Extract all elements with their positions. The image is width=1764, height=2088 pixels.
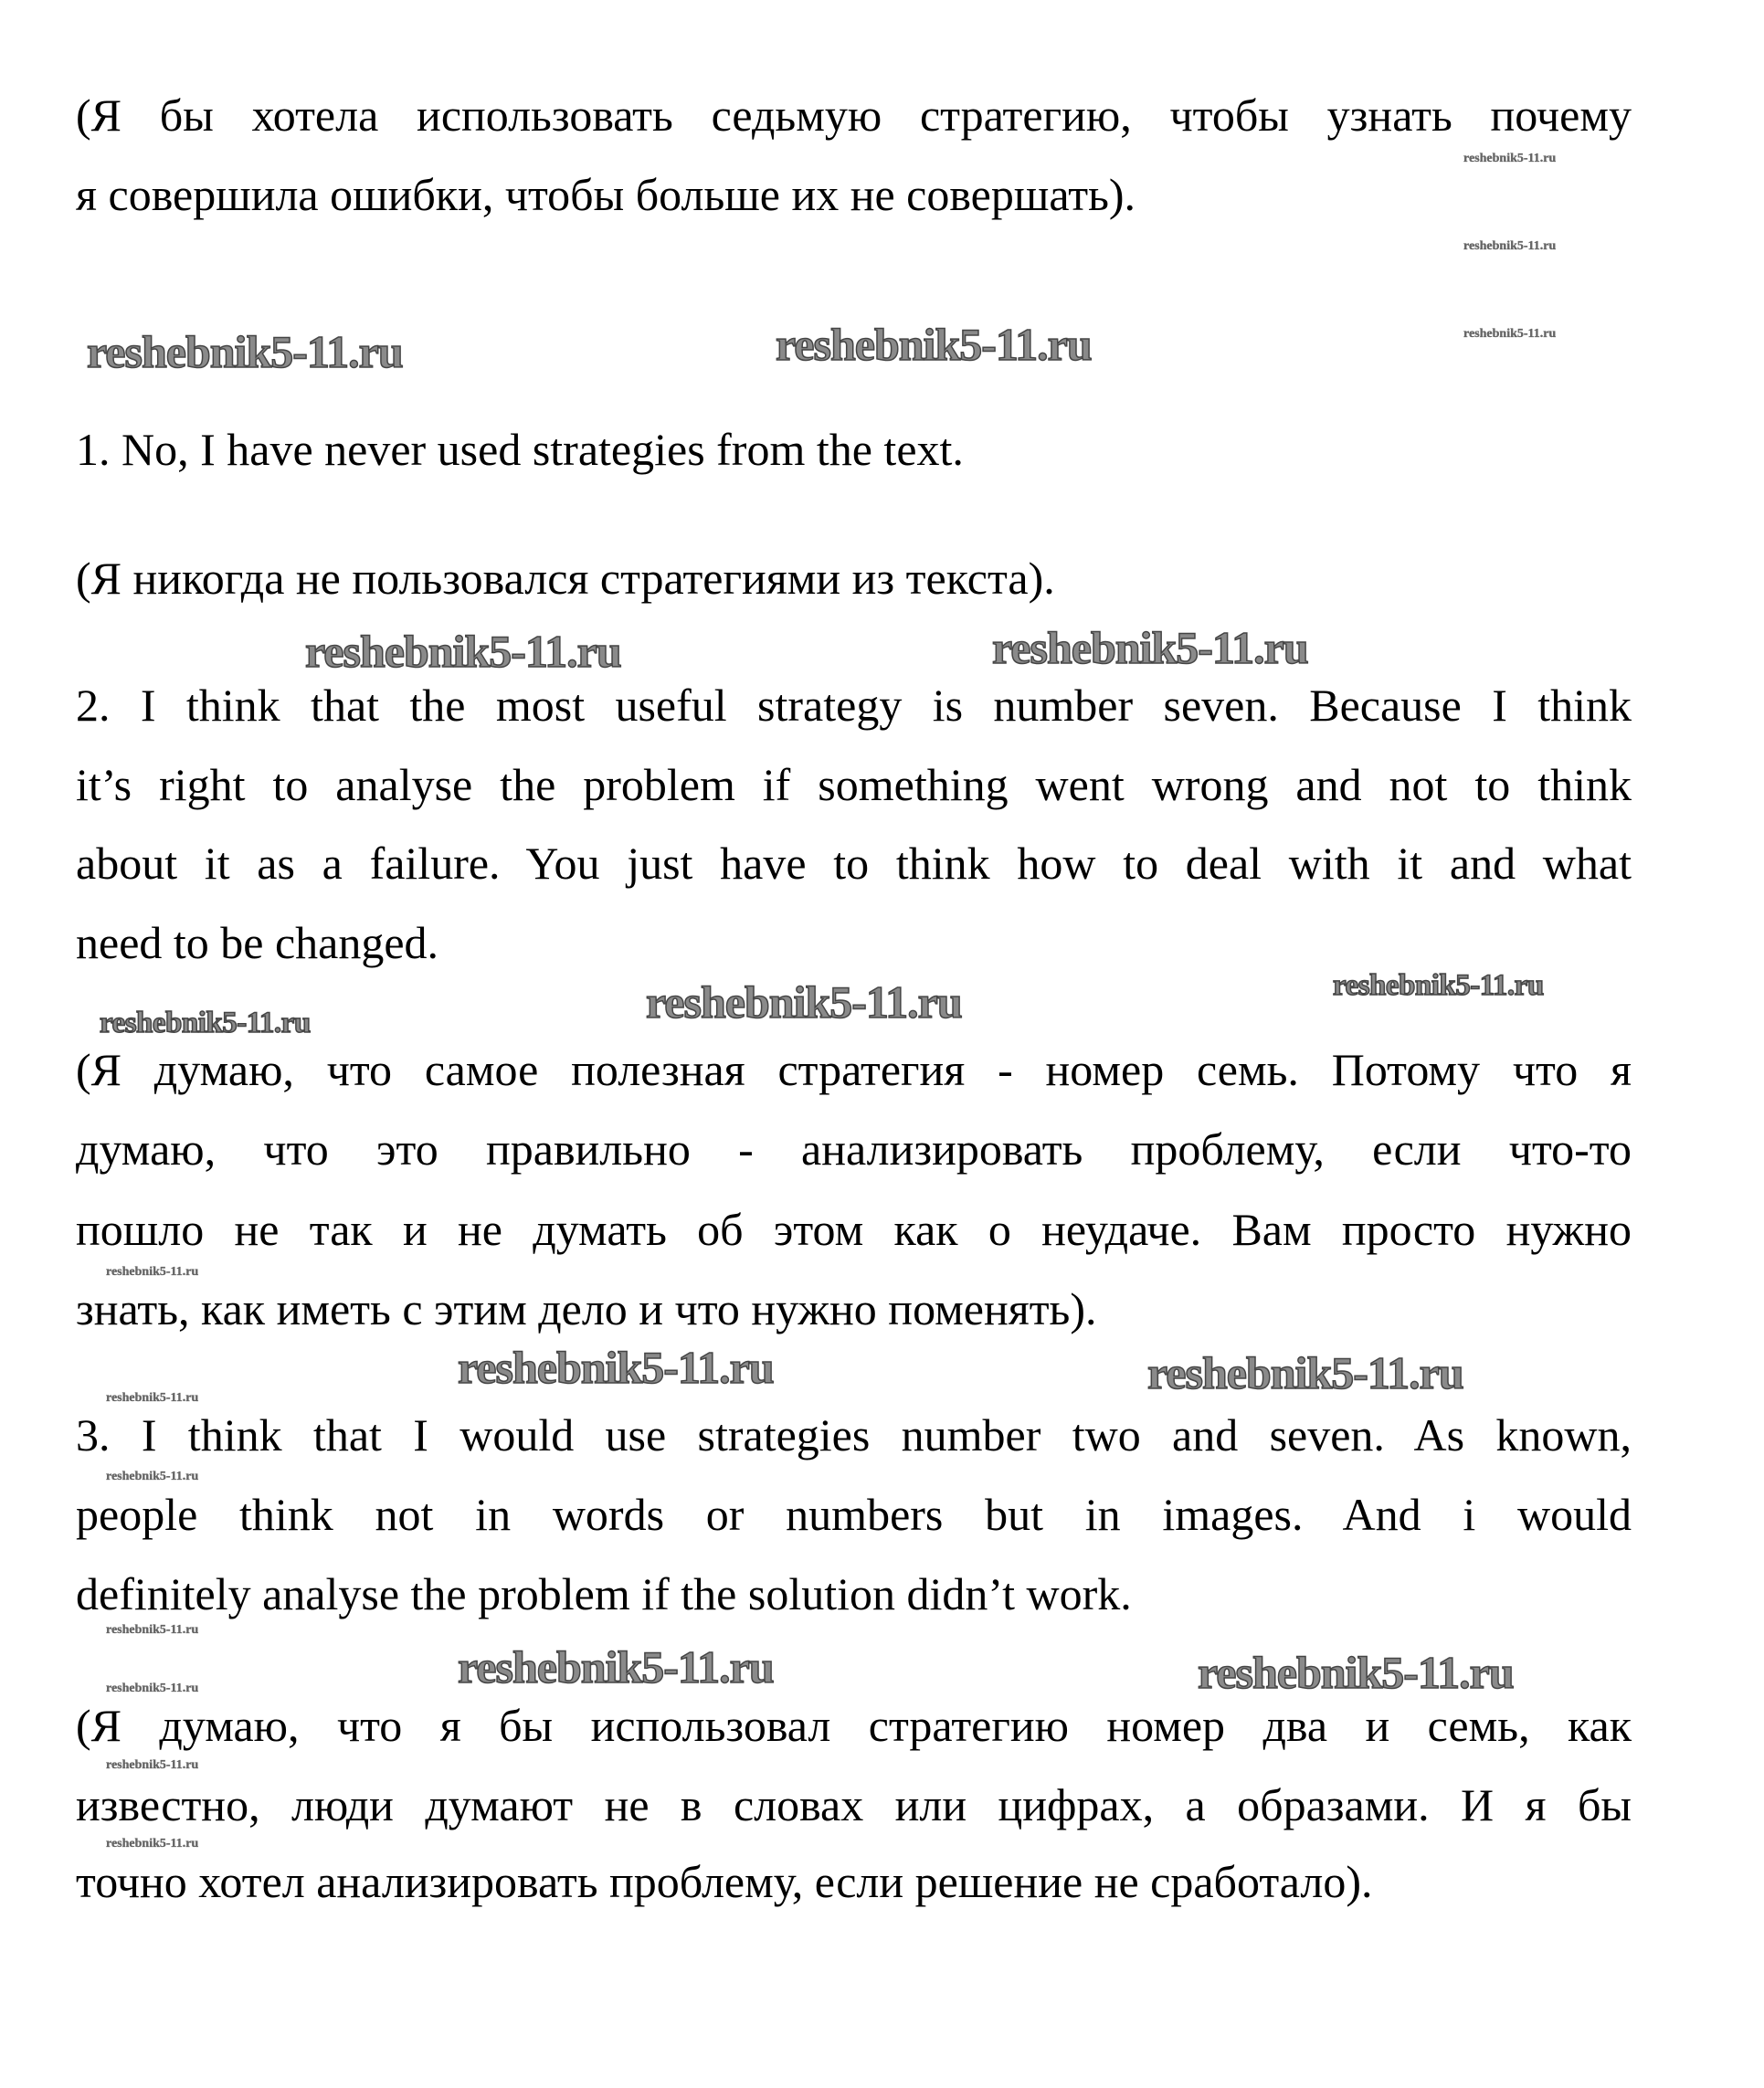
watermark-small: reshebnik5-11.ru: [1463, 152, 1557, 165]
watermark: reshebnik5-11.ru: [458, 1342, 774, 1393]
text-line: need to be changed.: [76, 917, 439, 968]
answer-1-ru: (Я никогда не пользовался стратегиями из текста).: [76, 553, 1055, 604]
text-line: я совершила ошибки, чтобы больше их не совершать).: [76, 169, 1136, 220]
answer-1-en: 1. No, I have never used strategies from the text.: [76, 424, 964, 475]
text-line: (Я бы хотела использовать седьмую стратегию, чтобы узнать почему: [76, 90, 1632, 141]
text-line: definitely analyse the problem if the solution didn’t work.: [76, 1568, 1132, 1619]
text-line: точно хотел анализировать проблему, если решение не сработало).: [76, 1856, 1373, 1907]
watermark: reshebnik5-11.ru: [1147, 1347, 1463, 1398]
text-line: известно, люди думают не в словах или цифрах, а образами. И я бы: [76, 1779, 1632, 1830]
watermark: reshebnik5-11.ru: [458, 1641, 774, 1693]
text-line: 3. I think that I would use strategies number two and seven. As known,: [76, 1409, 1632, 1461]
watermark: reshebnik5-11.ru: [1198, 1647, 1514, 1698]
text-line: it’s right to analyse the problem if something went wrong and not to think: [76, 759, 1632, 810]
text-line: думаю, что это правильно - анализировать проблему, если что-то: [76, 1123, 1632, 1175]
watermark-small: reshebnik5-11.ru: [106, 1623, 199, 1637]
text-line: (Я думаю, что я бы использовал стратегию номер два и семь, как: [76, 1700, 1632, 1751]
watermark: reshebnik5-11.ru: [87, 326, 403, 377]
watermark-small: reshebnik5-11.ru: [1463, 327, 1557, 341]
watermark-small: reshebnik5-11.ru: [106, 1391, 199, 1405]
text-line: (Я думаю, что самое полезная стратегия - номер семь. Потому что я: [76, 1044, 1632, 1095]
watermark: reshebnik5-11.ru: [1333, 969, 1544, 1002]
watermark: reshebnik5-11.ru: [305, 626, 621, 677]
watermark: reshebnik5-11.ru: [776, 319, 1092, 370]
watermark: reshebnik5-11.ru: [992, 622, 1308, 673]
watermark: reshebnik5-11.ru: [646, 976, 962, 1028]
watermark-small: reshebnik5-11.ru: [106, 1265, 199, 1279]
text-line: знать, как иметь с этим дело и что нужно поменять).: [76, 1283, 1097, 1334]
watermark-small: reshebnik5-11.ru: [106, 1837, 199, 1851]
text-line: 2. I think that the most useful strategy is number seven. Because I think: [76, 680, 1632, 731]
watermark-small: reshebnik5-11.ru: [1463, 239, 1557, 253]
text-line: people think not in words or numbers but in images. And i would: [76, 1489, 1632, 1540]
watermark-small: reshebnik5-11.ru: [106, 1682, 199, 1695]
watermark-small: reshebnik5-11.ru: [106, 1758, 199, 1772]
text-line: пошло не так и не думать об этом как о неудаче. Вам просто нужно: [76, 1204, 1632, 1255]
watermark: reshebnik5-11.ru: [100, 1007, 311, 1039]
text-line: about it as a failure. You just have to think how to deal with it and what: [76, 838, 1632, 889]
watermark-small: reshebnik5-11.ru: [106, 1470, 199, 1483]
